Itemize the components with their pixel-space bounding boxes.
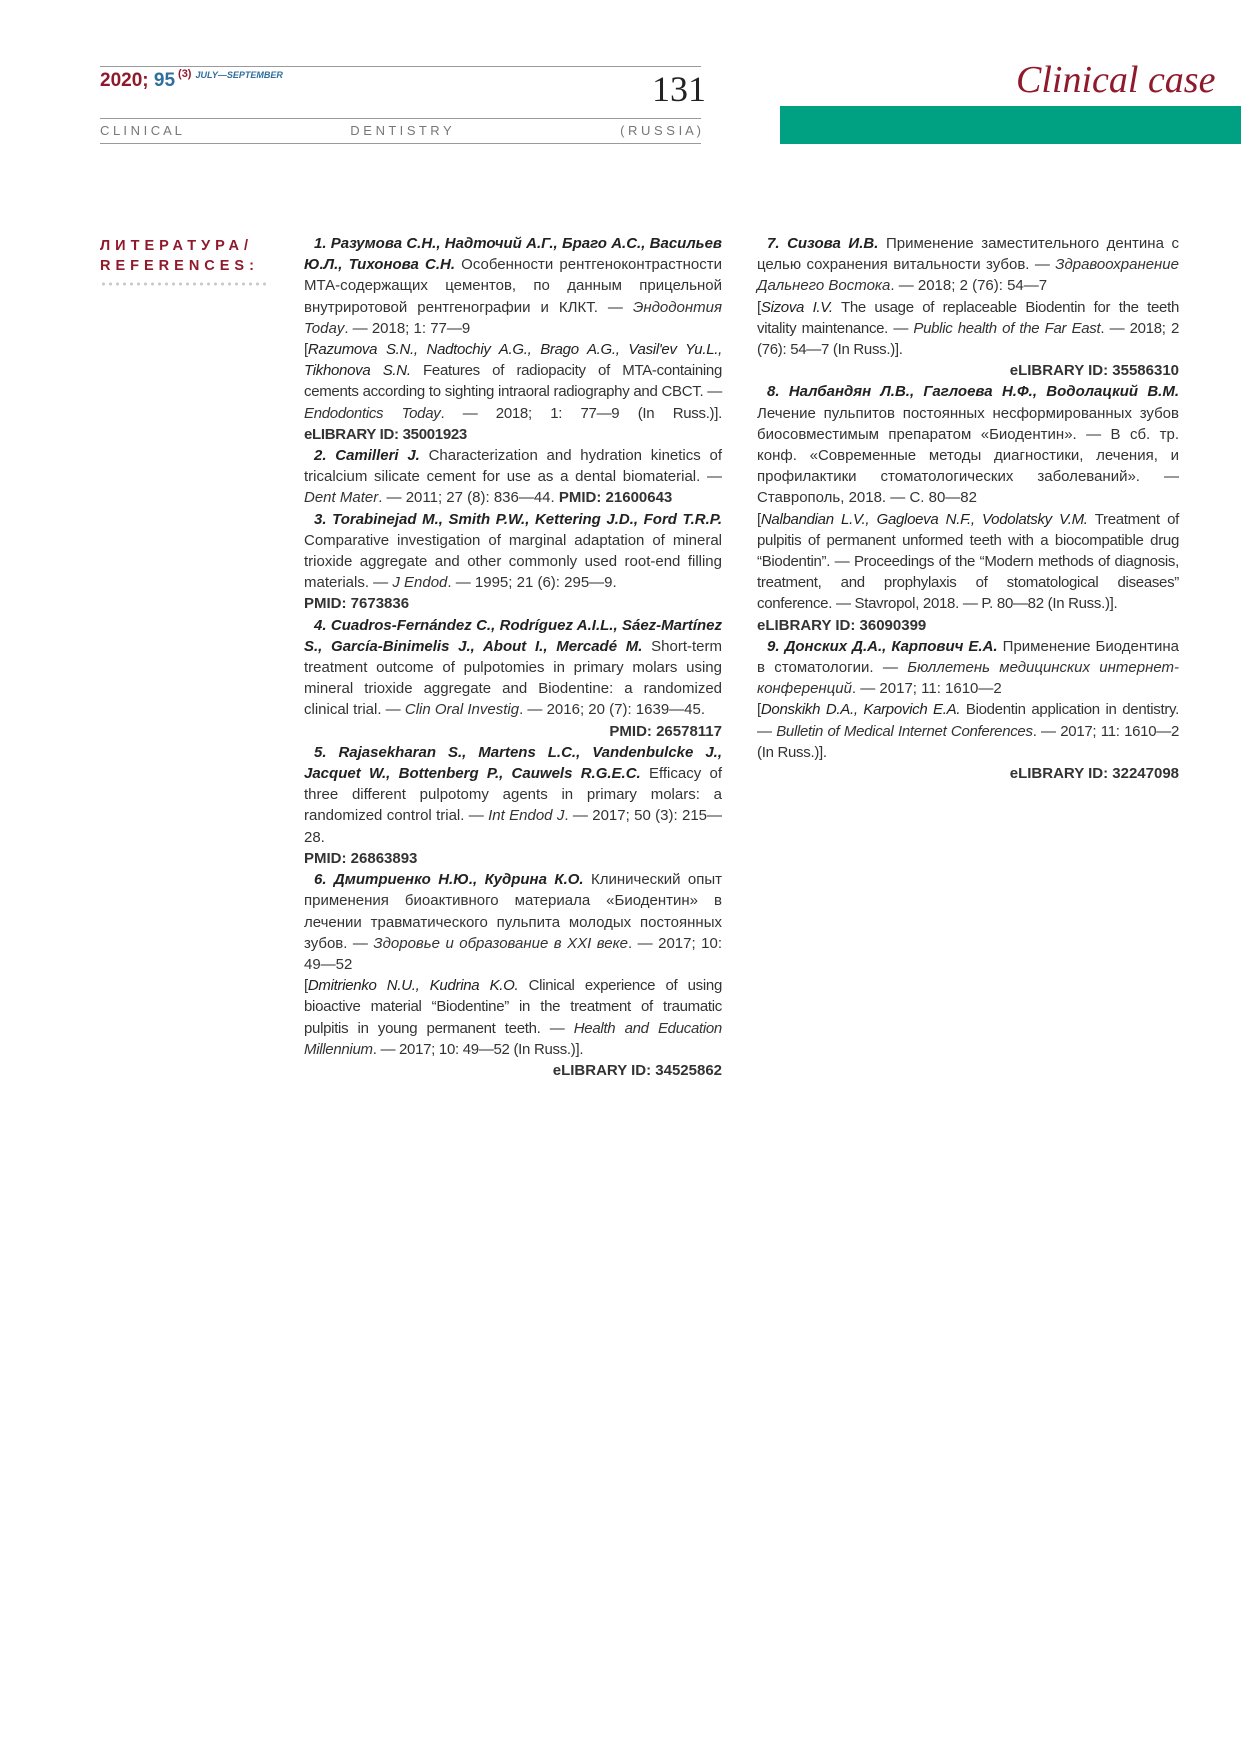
- ref-tail: . — 1995; 21 (6): 295—9.: [447, 574, 617, 592]
- ref-authors: 1. Разумова С.Н., Надточий А.Г., Браго А.С., Васильев Ю.Л., Тихонова С.Н.: [304, 235, 722, 274]
- reference-2: [304, 445, 722, 509]
- reference-5: [304, 742, 722, 869]
- journal-name: [100, 123, 701, 138]
- ref-title: Efficacy of three different pulpotomy agents in primary molars: a randomized control trial. —: [304, 765, 723, 825]
- ref-title-en: Biodentin application in dentistry. —: [757, 701, 1179, 740]
- ref-id: eLIBRARY ID: 36090399: [757, 616, 927, 634]
- ref-id: PMID: 26863893: [304, 849, 418, 867]
- ref-title-en: The usage of replaceable Biodentin for the teeth vitality maintenance. —: [757, 298, 1179, 337]
- header-rule-bottom: [100, 143, 701, 144]
- ref-title: Лечение пульпитов постоянных несформированных зубов биосовместимым препаратом «Биодентин». — В сб. тр. конф. «Современные методы диагностики, лечения, и профилактики стоматологических заболеваний». — Ставрополь, 2018. — С. 80—82: [757, 404, 1179, 507]
- reference-4: [304, 615, 722, 742]
- ref-id: PMID: 7673836: [304, 595, 410, 613]
- journal-word-3: ( R U S S I A ): [620, 123, 701, 138]
- issue-year: 2020;: [100, 70, 149, 91]
- ref-title-en: Features of radiopacity of MTA-containing cements according to sighting intraoral radiography and CBCT. —: [304, 362, 723, 401]
- ref-source: Бюллетень медицинских интернет-конференций: [757, 659, 1179, 698]
- ref-authors: 3. Torabinejad M., Smith P.W., Kettering J.D., Ford T.R.P.: [314, 510, 722, 528]
- ref-source-en: Bulletin of Medical Internet Conferences: [776, 722, 1033, 740]
- dotted-divider: [100, 282, 268, 286]
- section-title: Clinical case: [1016, 59, 1216, 101]
- reference-3: [304, 509, 722, 615]
- issue-volume: 95: [153, 70, 176, 91]
- reference-7: 7. Сизова И.В. Применение заместительного дентина с целью сохранения витальности зубов. — Здравоохранение Дальнего Востока. — 2018; 2 (76): 54—7 [Sizova I.V. The usage of replaceable Biodentin for the teeth vitality maintenance. — Public health of the Far East. — 2018; 2 (76): 54—7 (In Russ.)]. eLIBRARY ID: 35586310: [757, 233, 1179, 381]
- ref-tail: . — 2017; 10: 49—52: [304, 934, 722, 973]
- reference-8: 8. Налбандян Л.В., Гаглоева Н.Ф., Водолацкий В.М. Лечение пульпитов постоянных несформированных зубов биосовместимым препаратом «Биодентин». — В сб. тр. конф. «Современные методы диагностики, лечения, и профилактики стоматологических заболеваний». — Ставрополь, 2018. — С. 80—82 [Nalbandian L.V., Gagloeva N.F., Vodolatsky V.M. Treatment of pulpitis of permanent unformed teeth with a biocompatible drug “Biodentin”. — Proceedings of the “Modern methods of diagnosis, treatment, and prophylaxis of stomatological diseases” conference. — Stavropol, 2018. — P. 80—82 (In Russ.)]. eLIBRARY ID: 36090399: [757, 381, 1179, 635]
- ref-tail: . — 2011; 27 (8): 836—44.: [378, 489, 559, 507]
- ref-title-en: Clinical experience of using bioactive material “Biodentine” in the treatment of traumatic pulpitis in young permanent teeth. —: [304, 977, 722, 1037]
- header-rule-top: [100, 66, 701, 67]
- ref-source-en: Endodontics Today: [304, 404, 441, 422]
- ref-id: eLIBRARY ID: 32247098: [1009, 765, 1179, 783]
- issue-info: [100, 70, 283, 92]
- ref-authors-en: Dmitrienko N.U., Kudrina K.O.: [307, 977, 519, 995]
- ref-title: Characterization and hydration kinetics of tricalcium silicate cement for use as a dental biomaterial. —: [304, 447, 722, 486]
- ref-authors: 6. Дмитриенко Н.Ю., Кудрина К.О.: [314, 871, 584, 889]
- journal-word-2: D E N T I S T R Y: [350, 123, 452, 138]
- reference-6: 6. Дмитриенко Н.Ю., Кудрина К.О. Клинический опыт применения биоактивного материала «Биодентин» в лечении травматического пульпита молодых постоянных зубов. — Здоровье и образование в XXI веке. — 2017; 10: 49—52 [Dmitrienko N.U., Kudrina K.O. Clinical experience of using bioactive material “Biodentine” in the treatment of traumatic pulpitis in young permanent teeth. — Health and Education Millennium. — 2017; 10: 49—52 (In Russ.)]. eLIBRARY ID: 34525862: [304, 869, 722, 1081]
- ref-title: Клинический опыт применения биоактивного материала «Биодентин» в лечении травматического пульпита молодых постоянных зубов. —: [304, 871, 722, 952]
- ref-source: Dent Mater: [304, 489, 379, 507]
- references-heading-ru: ЛИТЕРАТУРА/: [100, 238, 254, 254]
- ref-id: eLIBRARY ID: 34525862: [552, 1061, 722, 1079]
- header-rule-middle: [100, 118, 701, 119]
- ref-tail: . — 2016; 20 (7): 1639—45.: [519, 701, 706, 719]
- ref-source: Здоровье и образование в XXI веке: [373, 934, 629, 952]
- ref-authors: 7. Сизова И.В.: [767, 235, 879, 252]
- issue-number: (3): [178, 68, 192, 80]
- ref-title-en: Treatment of pulpitis of permanent unformed teeth with a biocompatible drug “Biodentin”. — Proceedings of the “Modern methods of diagnosis, treatment, and prophylaxis of stomatological diseases” conference. — Stavropol, 2018. — P. 80—82 (In Russ.)].: [757, 510, 1179, 613]
- reference-1: 1. Разумова С.Н., Надточий А.Г., Браго А.С., Васильев Ю.Л., Тихонова С.Н. Особенности рентгеноконтрастности МТА-содержащих цементов, по данным прицельной внутриротовой рентгенографии и КЛКТ. — Эндодонтия Today. — 2018; 1: 77—9 [Razumova S.N., Nadtochiy A.G., Brago A.G., Vasil'ev Yu.L., Tikhonova S.N. Features of radiopacity of MTA-containing cements according to sighting intraoral radiography and CBCT. — Endodontics Today. — 2018; 1: 77—9 (In Russ.)]. eLIBRARY ID: 35001923: [304, 235, 723, 443]
- ref-title: Применение заместительного дентина с целью сохранения витальности зубов. —: [757, 235, 1179, 274]
- ref-id: PMID: 21600643: [558, 489, 673, 507]
- ref-source: Здравоохранение Дальнего Востока: [757, 256, 1179, 295]
- issue-period: JULY—SEPTEMBER: [195, 70, 283, 80]
- references-heading: [100, 236, 259, 276]
- ref-tail: . — 2018; 2 (76): 54—7: [890, 277, 1048, 295]
- ref-tail-en: . — 2018; 1: 77—9 (In Russ.)].: [440, 404, 722, 422]
- ref-tail: . — 2018; 1: 77—9: [344, 319, 471, 337]
- references-column-1: [304, 233, 722, 1081]
- ref-source-en: Health and Education Millennium: [304, 1019, 722, 1058]
- ref-source: Int Endod J: [488, 807, 565, 825]
- ref-authors-en: Razumova S.N., Nadtochiy A.G., Brago A.G., Vasil'ev Yu.L., Tikhonova S.N.: [304, 341, 722, 380]
- ref-authors: 8. Налбандян Л.В., Гаглоева Н.Ф., Водолацкий В.М.: [767, 383, 1179, 401]
- ref-id: eLIBRARY ID: 35586310: [1009, 362, 1179, 380]
- ref-authors-en: Sizova I.V.: [760, 298, 833, 316]
- ref-source-en: Public health of the Far East: [913, 319, 1101, 337]
- page-number: 131: [652, 69, 706, 109]
- ref-tail: . — 2017; 11: 1610—2: [851, 680, 1002, 698]
- journal-word-1: C L I N I C A L: [100, 123, 182, 138]
- references-column-2: [757, 233, 1179, 784]
- ref-title: Особенности рентгеноконтрастности МТА-содержащих цементов, по данным прицельной внутриротовой рентгенографии и КЛКТ. —: [304, 256, 722, 316]
- ref-tail-en: . — 2017; 11: 1610—2 (In Russ.)].: [757, 722, 1180, 761]
- ref-title: Short-term treatment outcome of pulpotomies in primary molars using mineral trioxide aggregate and Biodentine: a randomized clinical trial. —: [304, 637, 722, 719]
- ref-authors-en: Nalbandian L.V., Gagloeva N.F., Vodolatsky V.M.: [760, 510, 1088, 528]
- ref-id: PMID: 26578117: [609, 722, 722, 740]
- ref-tail-en: . — 2018; 2 (76): 54—7 (In Russ.)].: [757, 319, 1179, 359]
- ref-tail: . — 2017; 50 (3): 215—28.: [304, 807, 723, 846]
- ref-authors: 9. Донских Д.А., Карпович Е.А.: [767, 637, 998, 655]
- ref-authors-en: Donskikh D.A., Karpovich E.A.: [760, 701, 961, 719]
- ref-id: eLIBRARY ID: 35001923: [304, 425, 467, 443]
- section-bar: [780, 106, 1241, 144]
- references-heading-en: REFERENCES:: [100, 258, 259, 274]
- reference-9: 9. Донских Д.А., Карпович Е.А. Применение Биодентина в стоматологии. — Бюллетень медицинских интернет-конференций. — 2017; 11: 1610—2 [Donskikh D.A., Karpovich E.A. Biodentin application in dentistry. — Bulletin of Medical Internet Conferences. — 2017; 11: 1610—2 (In Russ.)]. eLIBRARY ID: 32247098: [757, 636, 1179, 784]
- ref-source: Clin Oral Investig: [404, 701, 520, 719]
- ref-authors: 4. Cuadros-Fernández C., Rodríguez A.I.L., Sáez-Martínez S., García-Binimelis J., About I., Mercadé M.: [304, 616, 722, 655]
- ref-source: Эндодонтия Today: [304, 298, 722, 337]
- ref-authors: 5. Rajasekharan S., Martens L.C., Vandenbulcke J., Jacquet W., Bottenberg P., Cauwels R.G.E.C.: [304, 743, 722, 783]
- ref-source: J Endod: [392, 574, 448, 592]
- ref-title: Comparative investigation of marginal adaptation of mineral trioxide aggregate and other commonly used root-end filling materials. —: [304, 531, 722, 592]
- ref-tail-en: . — 2017; 10: 49—52 (In Russ.)].: [372, 1040, 584, 1058]
- ref-authors: 2. Camilleri J.: [314, 447, 420, 465]
- ref-title: Применение Биодентина в стоматологии. —: [757, 637, 1179, 677]
